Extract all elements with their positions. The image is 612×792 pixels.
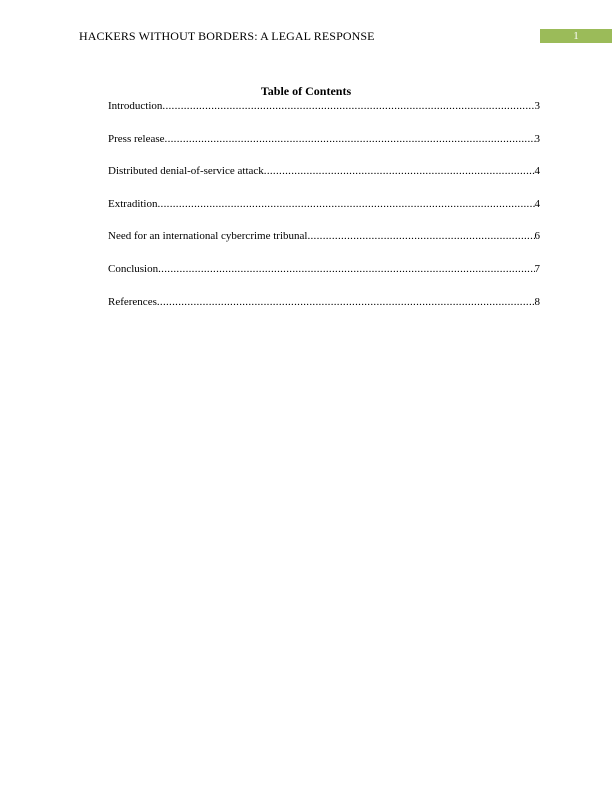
- toc-entry-page: 4: [534, 197, 540, 210]
- table-of-contents: [108, 99, 540, 327]
- toc-entry-page: 3: [534, 132, 540, 145]
- toc-entry-introduction[interactable]: [108, 99, 540, 114]
- toc-dot-leader: [264, 164, 535, 179]
- running-head: HACKERS WITHOUT BORDERS: A LEGAL RESPONSE: [79, 29, 375, 43]
- toc-entry-cybercrime-tribunal[interactable]: [108, 229, 540, 244]
- toc-entry-page: 8: [534, 295, 540, 308]
- toc-dot-leader: [165, 132, 535, 147]
- toc-entry-ddos-attack[interactable]: [108, 164, 540, 179]
- toc-entry-references[interactable]: [108, 295, 540, 310]
- toc-entry-label: Press release: [108, 132, 165, 145]
- toc-entry-page: 6: [534, 230, 540, 243]
- toc-entry-label: Need for an international cybercrime tribunal: [108, 230, 308, 243]
- toc-entry-label: Conclusion: [108, 262, 159, 275]
- toc-entry-conclusion[interactable]: [108, 262, 540, 277]
- page-number-badge: 1: [540, 29, 612, 43]
- toc-dot-leader: [162, 99, 534, 114]
- toc-dot-leader: [307, 229, 534, 244]
- toc-entry-label: Extradition: [108, 197, 158, 210]
- toc-dot-leader: [158, 262, 534, 277]
- toc-entry-page: 4: [534, 165, 540, 178]
- toc-entry-extradition[interactable]: [108, 197, 540, 212]
- toc-entry-label: Distributed denial-of-service attack: [108, 165, 264, 178]
- toc-entry-page: 7: [534, 262, 540, 275]
- toc-dot-leader: [157, 295, 535, 310]
- toc-dot-leader: [158, 197, 535, 212]
- toc-title: Table of Contents: [260, 84, 352, 98]
- toc-entry-press-release[interactable]: [108, 132, 540, 147]
- toc-entry-label: Introduction: [108, 100, 163, 112]
- toc-entry-label: References: [108, 295, 157, 308]
- toc-entry-page: 3: [534, 100, 540, 112]
